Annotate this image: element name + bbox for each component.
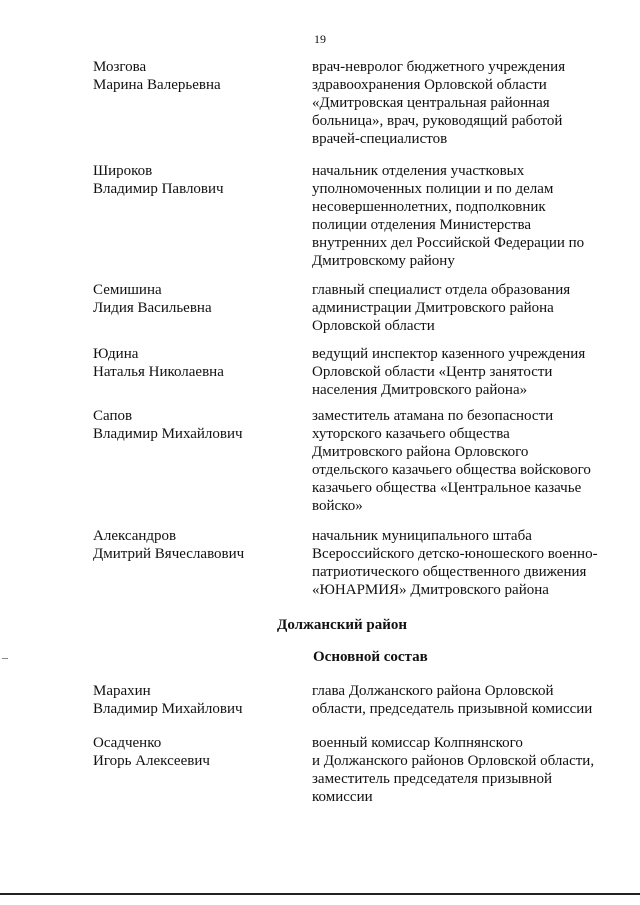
member-given-names: Наталья Николаевна bbox=[93, 364, 224, 380]
position-line: Всероссийского детско-юношеского военно- bbox=[312, 546, 598, 562]
member-position bbox=[312, 407, 612, 515]
position-line: и Должанского районов Орловской области, bbox=[312, 753, 595, 769]
member-surname: Сапов bbox=[93, 408, 133, 424]
member-position bbox=[312, 734, 612, 806]
position-line: комиссии bbox=[312, 789, 373, 805]
position-line: больница», врач, руководящий работой bbox=[312, 113, 563, 129]
position-line: области, председатель призывной комиссии bbox=[312, 701, 593, 717]
position-line: Орловской области «Центр занятости bbox=[312, 364, 553, 380]
position-line: заместитель председателя призывной bbox=[312, 771, 552, 787]
member-position bbox=[312, 162, 612, 270]
member-name bbox=[93, 734, 293, 770]
member-name bbox=[93, 58, 293, 94]
member-surname: Марахин bbox=[93, 683, 151, 699]
position-line: «ЮНАРМИЯ» Дмитровского района bbox=[312, 582, 549, 598]
member-given-names: Владимир Михайлович bbox=[93, 426, 243, 442]
position-line: полиции отделения Министерства bbox=[312, 217, 532, 233]
member-given-names: Игорь Алексеевич bbox=[93, 753, 210, 769]
member-surname: Юдина bbox=[93, 346, 139, 362]
member-given-names: Владимир Павлович bbox=[93, 181, 224, 197]
member-name bbox=[93, 527, 293, 563]
member-surname: Осадченко bbox=[93, 735, 162, 751]
position-line: врач-невролог бюджетного учреждения bbox=[312, 59, 566, 75]
member-position bbox=[312, 58, 612, 148]
position-line: хуторского казачьего общества bbox=[312, 426, 510, 442]
position-line: Орловской области bbox=[312, 318, 435, 334]
position-line: населения Дмитровского района» bbox=[312, 382, 528, 398]
position-line: войско» bbox=[312, 498, 363, 514]
member-name bbox=[93, 281, 293, 317]
member-position bbox=[312, 281, 612, 335]
page-bottom-rule bbox=[0, 893, 640, 895]
position-line: глава Должанского района Орловской bbox=[312, 683, 554, 699]
position-line: ведущий инспектор казенного учреждения bbox=[312, 346, 586, 362]
member-surname: Александров bbox=[93, 528, 177, 544]
position-line: военный комиссар Колпнянского bbox=[312, 735, 523, 751]
member-given-names: Марина Валерьевна bbox=[93, 77, 221, 93]
position-line: «Дмитровская центральная районная bbox=[312, 95, 550, 111]
position-line: казачьего общества «Центральное казачье bbox=[312, 480, 582, 496]
member-name bbox=[93, 682, 293, 718]
position-line: Дмитровскому району bbox=[312, 253, 455, 269]
position-line: внутренних дел Российской Федерации по bbox=[312, 235, 585, 251]
position-line: несовершеннолетних, подполковник bbox=[312, 199, 546, 215]
member-surname: Широков bbox=[93, 163, 153, 179]
position-line: заместитель атамана по безопасности bbox=[312, 408, 554, 424]
member-name bbox=[93, 345, 293, 381]
margin-mark bbox=[2, 658, 8, 659]
position-line: администрации Дмитровского района bbox=[312, 300, 554, 316]
position-line: начальник муниципального штаба bbox=[312, 528, 532, 544]
position-line: врачей-специалистов bbox=[312, 131, 448, 147]
member-given-names: Лидия Васильевна bbox=[93, 300, 212, 316]
member-position bbox=[312, 527, 612, 599]
district-heading: Должанский район bbox=[277, 617, 408, 633]
position-line: уполномоченных полиции и по делам bbox=[312, 181, 554, 197]
member-name bbox=[93, 407, 293, 443]
member-given-names: Владимир Михайлович bbox=[93, 701, 243, 717]
member-given-names: Дмитрий Вячеславович bbox=[93, 546, 245, 562]
section-heading: Основной состав bbox=[313, 649, 428, 665]
member-position bbox=[312, 345, 612, 399]
position-line: здравоохранения Орловской области bbox=[312, 77, 547, 93]
member-name bbox=[93, 162, 293, 198]
position-line: Дмитровского района Орловского bbox=[312, 444, 529, 460]
member-position bbox=[312, 682, 612, 718]
position-line: патриотического общественного движения bbox=[312, 564, 587, 580]
position-line: главный специалист отдела образования bbox=[312, 282, 571, 298]
member-surname: Мозгова bbox=[93, 59, 147, 75]
member-surname: Семишина bbox=[93, 282, 162, 298]
position-line: отдельского казачьего общества войскового bbox=[312, 462, 591, 478]
position-line: начальник отделения участковых bbox=[312, 163, 525, 179]
page-number: 19 bbox=[314, 32, 326, 46]
